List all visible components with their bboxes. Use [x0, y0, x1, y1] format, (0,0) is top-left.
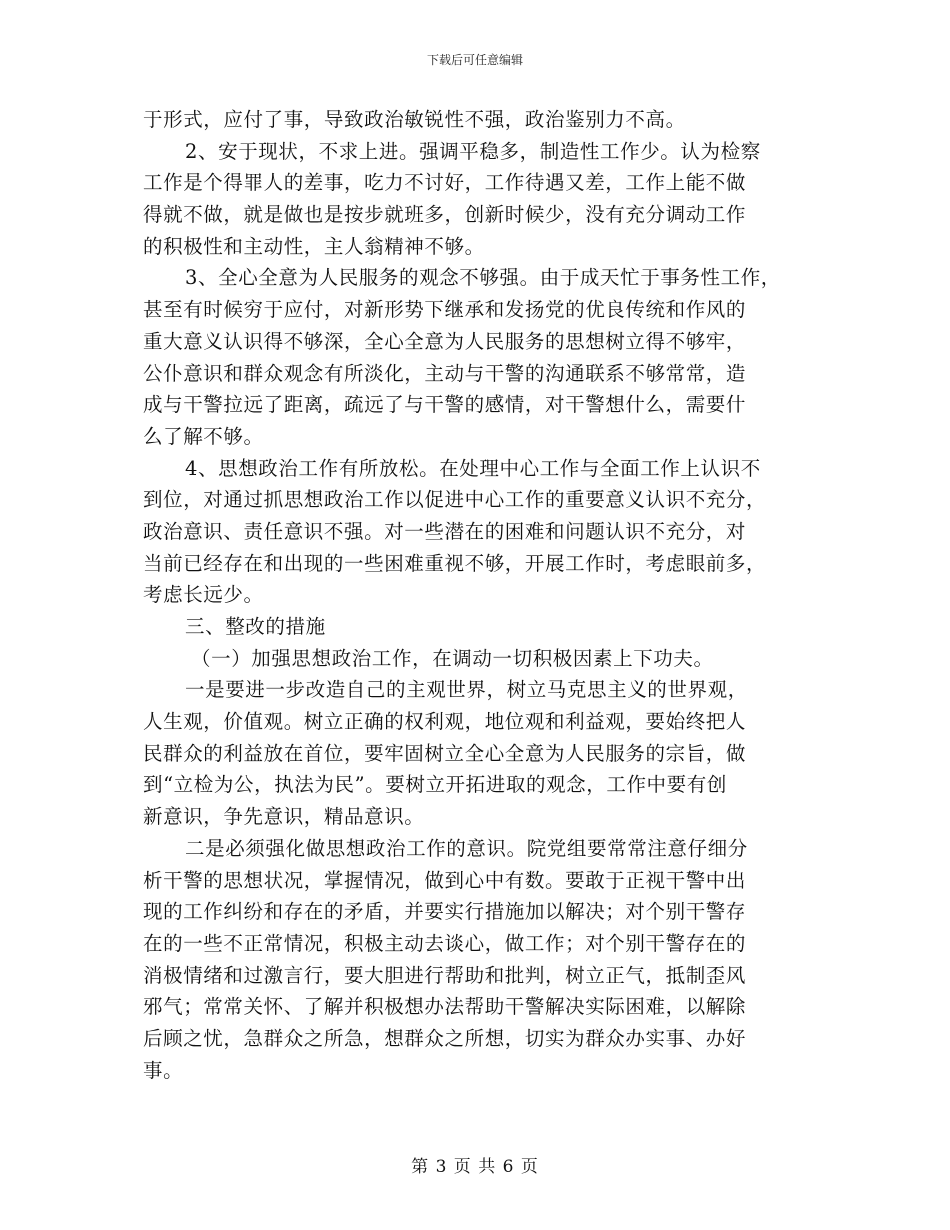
text-line: 考虑长远少。: [143, 583, 264, 607]
text-line: 在的一些不正常情况，积极主动去谈心，做工作；对个别干警存在的: [143, 931, 747, 955]
text-line: 政治意识、责任意识不强。对一些潜在的困难和问题认识不充分，对: [143, 519, 747, 543]
text-line: 人生观，价值观。树立正确的权利观，地位观和利益观，要始终把人: [143, 710, 747, 734]
text-line: 的积极性和主动性，主人翁精神不够。: [143, 234, 485, 258]
text-line: 成与干警拉远了距离，疏远了与干警的感情，对干警想什么，需要什: [143, 393, 747, 417]
text-line: 到“立检为公，执法为民”。要树立开拓进取的观念，工作中要有创: [143, 773, 727, 797]
subsection-heading: （一）加强思想政治工作，在调动一切积极因素上下功夫。: [191, 646, 714, 670]
paragraph-start-line: 二是必须强化做思想政治工作的意识。院党组要常常注意仔细分: [185, 836, 748, 860]
document-body: [143, 104, 813, 1086]
paragraph-start-line: 一是要进一步改造自己的主观世界，树立马克思主义的世界观，: [185, 678, 748, 702]
text-line: 于形式，应付了事，导致政治敏锐性不强，政治鉴别力不高。: [143, 108, 686, 131]
text-line: 到位，对通过抓思想政治工作以促进中心工作的重要意义认识不充分，: [143, 488, 767, 512]
section-heading: 三、整改的措施: [185, 615, 326, 638]
text-line: 甚至有时候穷于应付，对新形势下继承和发扬党的优良传统和作风的: [143, 298, 747, 322]
text-line: 事。: [143, 1058, 184, 1082]
text-line: 民群众的利益放在首位，要牢固树立全心全意为人民服务的宗旨，做: [143, 741, 747, 765]
text-line: 后顾之忧，急群众之所急，想群众之所想，切实为群众办实事、办好: [143, 1026, 747, 1050]
text-line: 现的工作纠纷和存在的矛盾，并要实行措施加以解决；对个别干警存: [143, 900, 747, 924]
text-line: 得就不做，就是做也是按步就班多，创新时候少，没有充分调动工作: [143, 203, 747, 227]
text-line: 新意识，争先意识，精品意识。: [143, 805, 425, 829]
text-line: 重大意义认识得不够深，全心全意为人民服务的思想树立得不够牢，: [143, 329, 747, 353]
text-line: 工作是个得罪人的差事，吃力不讨好，工作待遇又差，工作上能不做: [143, 171, 747, 195]
paragraph-start-line: 4、思想政治工作有所放松。在处理中心工作与全面工作上认识不: [185, 456, 761, 480]
text-line: 公仆意识和群众观念有所淡化，主动与干警的沟通联系不够常常，造: [143, 361, 747, 385]
text-line: 么了解不够。: [143, 424, 264, 448]
text-line: 当前已经存在和出现的一些困难重视不够，开展工作时，考虑眼前多，: [143, 551, 767, 575]
paragraph-start-line: 2、安于现状，不求上进。强调平稳多，制造性工作少。认为检察: [185, 139, 761, 163]
text-line: 析干警的思想状况，掌握情况，做到心中有数。要敢于正视干警中出: [143, 868, 747, 892]
page-number-footer: 第 3 页 共 6 页: [411, 1157, 539, 1177]
text-line: 邪气；常常关怀、了解并积极想办法帮助干警解决实际困难，以解除: [143, 995, 747, 1019]
text-line: 消极情绪和过激言行，要大胆进行帮助和批判，树立正气，抵制歪风: [143, 963, 747, 987]
paragraph-start-line: 3、全心全意为人民服务的观念不够强。由于成天忙于事务性工作，: [185, 266, 781, 290]
page-header: 下载后可任意编辑: [426, 53, 523, 67]
